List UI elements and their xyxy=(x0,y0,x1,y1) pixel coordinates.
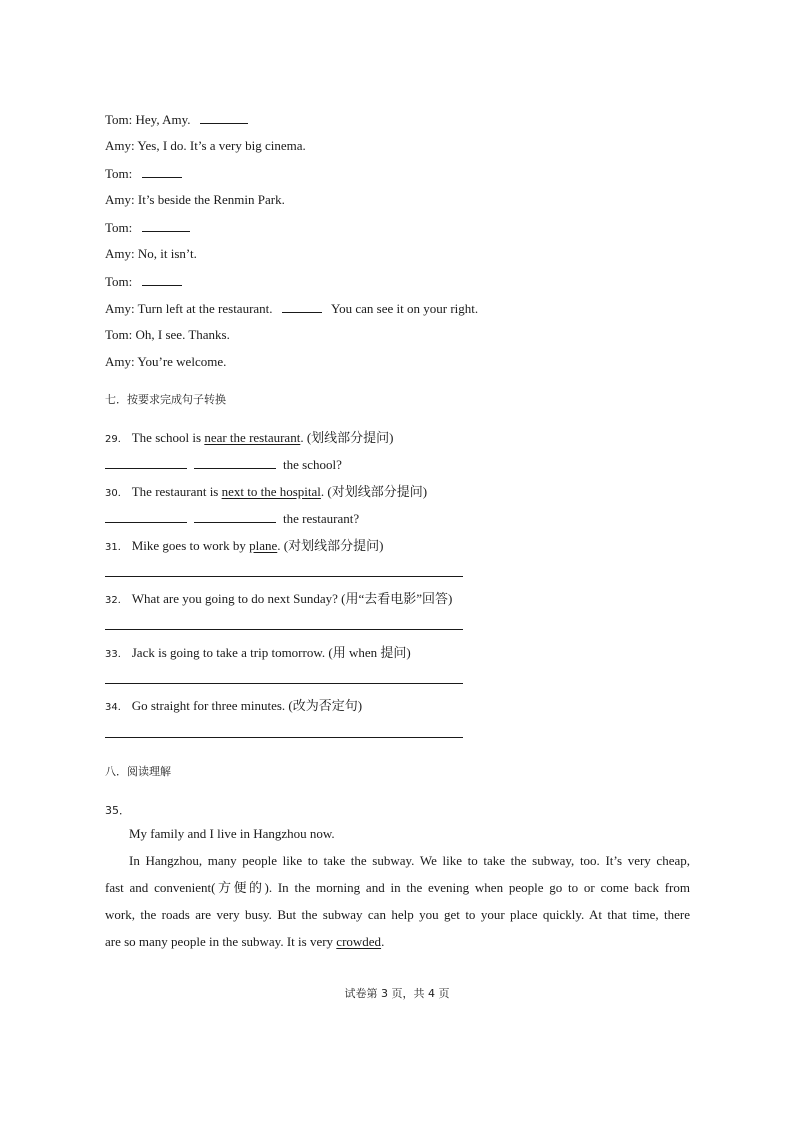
reading-paragraph-1: My family and I live in Hangzhou now. xyxy=(129,826,335,841)
dialogue-line-1 xyxy=(105,111,248,128)
dialogue-line-3 xyxy=(105,165,182,182)
answer-blank[interactable] xyxy=(105,458,187,469)
reading-line-2: fast and convenient(方便的). In the morning and in the evening when people go to or come back from xyxy=(105,880,690,895)
reading-text: . xyxy=(381,934,385,949)
answer-line-31[interactable] xyxy=(105,576,463,577)
question-31 xyxy=(105,538,383,556)
question-29 xyxy=(105,430,394,448)
dialogue-text: Yes, I do. It’s a very big cinema. xyxy=(137,138,306,153)
answer-blank[interactable] xyxy=(200,111,248,124)
speaker: Tom: xyxy=(105,166,133,181)
section-title-7: 七．按要求完成句子转换 xyxy=(105,393,226,406)
question-instruction: . (对划线部分提问) xyxy=(277,538,384,553)
speaker: Tom: xyxy=(105,274,133,289)
underlined-phrase: next to the hospital xyxy=(221,484,321,499)
question-text: The school is xyxy=(131,430,205,445)
answer-blank[interactable] xyxy=(105,512,187,523)
question-number: 31． xyxy=(105,542,128,553)
question-33 xyxy=(105,645,411,663)
question-text: Go straight for three minutes. (改为否定句) xyxy=(131,698,363,713)
answer-row-30 xyxy=(105,511,359,527)
dialogue-text: You can see it on your right. xyxy=(331,301,479,316)
speaker: Tom: xyxy=(105,220,133,235)
dialogue-text: It’s beside the Renmin Park. xyxy=(137,192,285,207)
dialogue-line-6 xyxy=(105,246,197,262)
dialogue-text: Hey, Amy. xyxy=(135,112,191,127)
question-instruction: . (划线部分提问) xyxy=(300,430,394,445)
answer-blank[interactable] xyxy=(142,273,182,286)
answer-tail: the restaurant? xyxy=(283,511,360,526)
dialogue-line-2 xyxy=(105,138,306,154)
answer-blank[interactable] xyxy=(282,300,322,313)
dialogue-text: Turn left at the restaurant. xyxy=(137,301,273,316)
dialogue-line-4 xyxy=(105,192,285,208)
reading-line-1: In Hangzhou, many people like to take the subway. We like to take the subway, too. It’s very cheap, xyxy=(129,853,690,868)
dialogue-text: You’re welcome. xyxy=(137,354,227,369)
question-text: The restaurant is xyxy=(131,484,222,499)
speaker: Amy: xyxy=(105,192,135,207)
question-number-35: 35． xyxy=(105,804,130,817)
speaker: Tom: xyxy=(105,112,133,127)
question-instruction: . (对划线部分提问) xyxy=(320,484,428,499)
question-32 xyxy=(105,591,452,609)
underlined-phrase: near the restaurant xyxy=(204,430,301,445)
question-text: Jack is going to take a trip tomorrow. (用 when 提问) xyxy=(131,645,411,660)
question-number: 30． xyxy=(105,488,128,499)
dialogue-text: No, it isn’t. xyxy=(137,246,197,261)
answer-row-29 xyxy=(105,457,342,473)
question-text: What are you going to do next Sunday? (用“去看电影”回答) xyxy=(131,591,453,606)
underlined-word: crowded xyxy=(336,934,382,949)
answer-line-34[interactable] xyxy=(105,737,463,738)
speaker: Amy: xyxy=(105,301,135,316)
speaker: Tom: xyxy=(105,327,133,342)
answer-blank[interactable] xyxy=(142,219,190,232)
answer-line-33[interactable] xyxy=(105,683,463,684)
dialogue-line-7 xyxy=(105,273,182,290)
speaker: Amy: xyxy=(105,138,135,153)
reading-line-4 xyxy=(105,928,690,955)
answer-blank[interactable] xyxy=(194,512,276,523)
question-30 xyxy=(105,484,427,502)
answer-blank[interactable] xyxy=(194,458,276,469)
question-34 xyxy=(105,698,362,716)
dialogue-line-5 xyxy=(105,219,190,236)
speaker: Amy: xyxy=(105,354,135,369)
question-number: 32． xyxy=(105,595,128,606)
question-number: 33． xyxy=(105,649,128,660)
page-footer: 试卷第 3 页，共 4 页 xyxy=(344,987,450,1000)
answer-blank[interactable] xyxy=(142,165,182,178)
answer-tail: the school? xyxy=(283,457,342,472)
dialogue-line-8 xyxy=(105,300,478,317)
question-text: Mike goes to work by xyxy=(131,538,250,553)
reading-text: are so many people in the subway. It is very xyxy=(105,934,337,949)
speaker: Amy: xyxy=(105,246,135,261)
dialogue-line-9 xyxy=(105,327,230,343)
dialogue-line-10 xyxy=(105,354,226,370)
reading-line-3: work, the roads are very busy. But the subway can help you get to your place quickly. At that time, there xyxy=(105,907,690,922)
dialogue-text: Oh, I see. Thanks. xyxy=(135,327,230,342)
question-number: 34． xyxy=(105,702,128,713)
answer-line-32[interactable] xyxy=(105,629,463,630)
question-number: 29． xyxy=(105,434,128,445)
underlined-phrase: plane xyxy=(249,538,278,553)
section-title-8: 八．阅读理解 xyxy=(105,765,171,778)
